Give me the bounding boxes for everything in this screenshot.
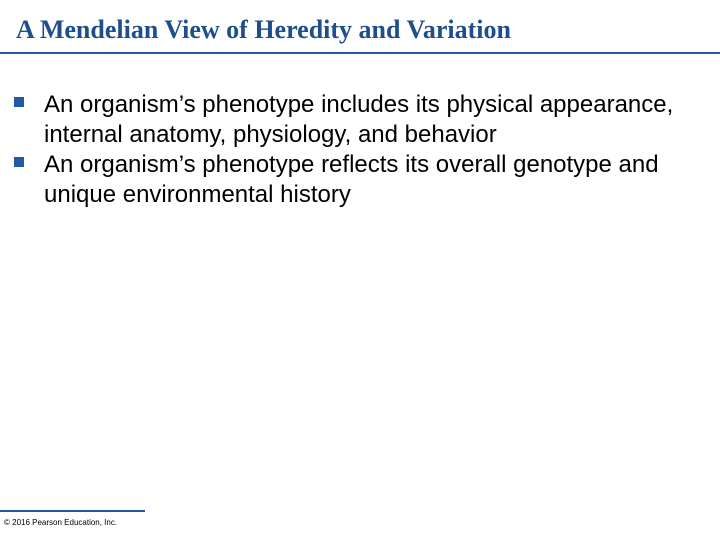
- square-bullet-icon: [14, 157, 24, 167]
- square-bullet-icon: [14, 97, 24, 107]
- slide-title: A Mendelian View of Heredity and Variation: [16, 15, 511, 44]
- bullet-list: [14, 90, 694, 210]
- copyright-notice: © 2016 Pearson Education, Inc.: [4, 518, 118, 527]
- bullet-item: [14, 90, 694, 150]
- bullet-text: An organism’s phenotype includes its physical appearance, internal anatomy, physiology, and behavior: [44, 91, 674, 148]
- footer-rule: [0, 510, 145, 512]
- bullet-text: An organism’s phenotype reflects its overall genotype and unique environmental history: [44, 151, 659, 208]
- bullet-item: [14, 150, 694, 210]
- title-underline: [0, 52, 720, 54]
